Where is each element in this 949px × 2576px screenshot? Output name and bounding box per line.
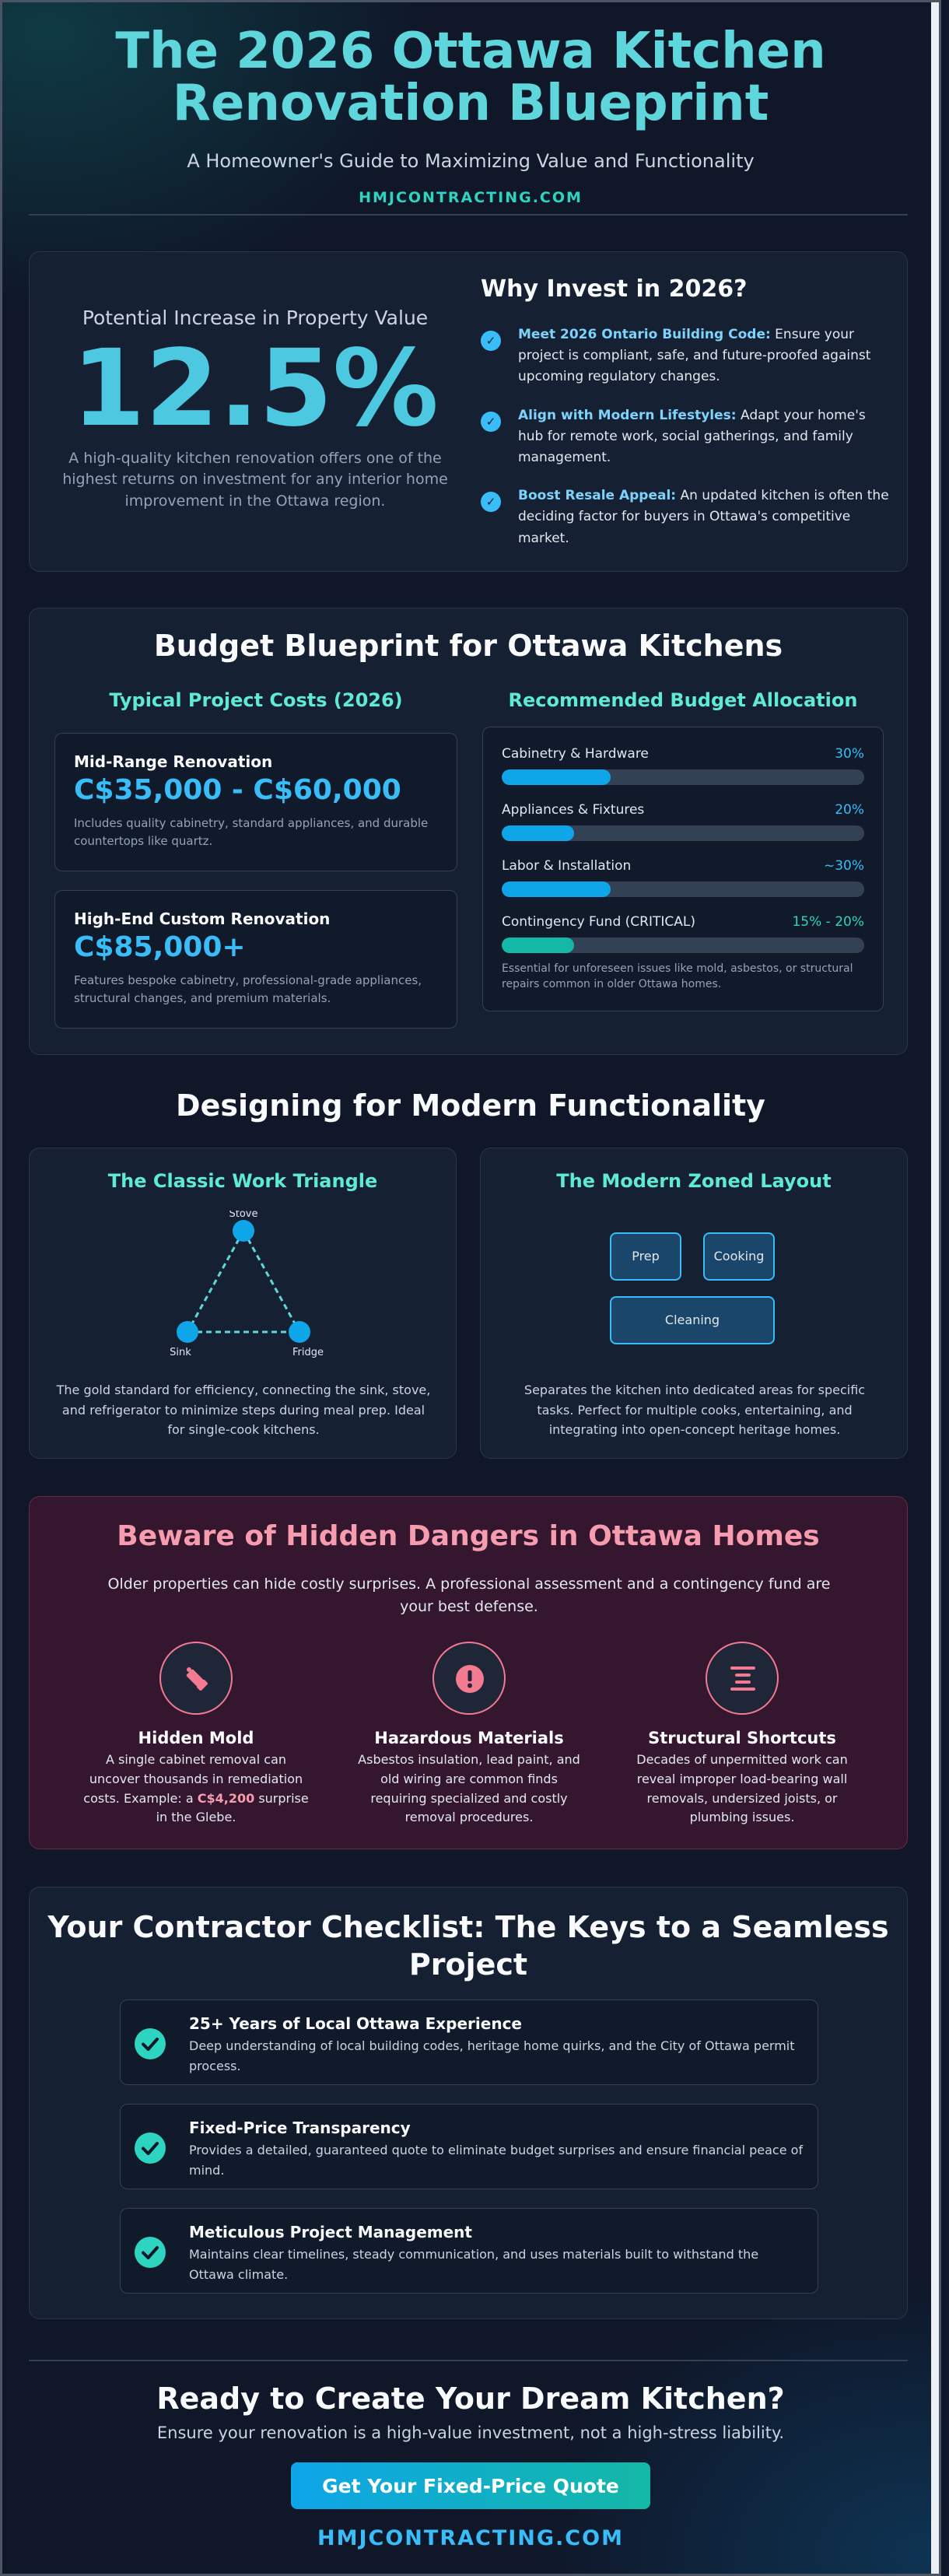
allocation-fill bbox=[502, 825, 574, 841]
allocation-name: Labor & Installation bbox=[502, 858, 632, 874]
why-item-lead: Align with Modern Lifestyles: bbox=[518, 407, 737, 423]
header-divider bbox=[29, 214, 908, 216]
value-description: A high-quality kitchen renovation offers one of the highest returns on investment for any interior home improvement in the Ottawa region. bbox=[62, 449, 448, 510]
zoned-layout-card bbox=[480, 1148, 908, 1459]
footer-title: Ready to Create Your Dream Kitchen? bbox=[156, 2381, 785, 2416]
checklist-title-line-2: Project bbox=[408, 1947, 528, 1982]
work-triangle-card bbox=[29, 1148, 457, 1459]
danger-cost-highlight: C$4,200 bbox=[197, 1790, 255, 1806]
allocation-percent: 30% bbox=[835, 746, 864, 762]
allocation-fill bbox=[502, 938, 574, 953]
allocation-percent: ~30% bbox=[823, 858, 864, 874]
triangle-edge bbox=[243, 1231, 299, 1332]
danger-structural-shortcuts bbox=[625, 1642, 859, 1828]
checklist-item-title: Fixed-Price Transparency bbox=[189, 2119, 411, 2137]
danger-description: Asbestos insulation, lead paint, and old wiring are common finds requiring specialized and costly removal procedures. bbox=[358, 1752, 580, 1825]
value-section bbox=[29, 251, 908, 572]
stove-label: Stove bbox=[229, 1211, 258, 1220]
work-triangle-diagram bbox=[146, 1211, 341, 1366]
structure-icon bbox=[706, 1642, 779, 1715]
cleaning-zone: Cleaning bbox=[610, 1296, 775, 1344]
danger-name: Hazardous Materials bbox=[374, 1729, 564, 1747]
footer-divider bbox=[29, 2360, 908, 2361]
why-item bbox=[481, 324, 893, 388]
dangers-intro: Older properties can hide costly surprises. A professional assessment and a contingency fund are your best defense. bbox=[107, 1575, 831, 1616]
value-figure: 12.5% bbox=[72, 328, 439, 450]
check-icon: ✓ bbox=[481, 331, 501, 351]
allocation-note: Essential for unforeseen issues like mold, asbestos, or structural repairs common in older Ottawa homes. bbox=[502, 962, 853, 991]
allocation-track bbox=[502, 769, 864, 785]
cost-name: High-End Custom Renovation bbox=[74, 909, 331, 928]
danger-text: A single cabinet removal can uncover thousands in remediation costs. Example: a bbox=[83, 1752, 303, 1806]
allocation-fill bbox=[502, 769, 611, 785]
budget-section bbox=[29, 608, 908, 1055]
cost-name: Mid-Range Renovation bbox=[74, 752, 273, 771]
cost-price: C$85,000+ bbox=[74, 931, 246, 963]
checklist-item-description: Maintains clear timelines, steady communication, and uses materials built to withstand the Ottawa climate. bbox=[189, 2247, 759, 2282]
get-quote-button[interactable]: Get Your Fixed-Price Quote bbox=[291, 2462, 650, 2509]
value-stat bbox=[45, 307, 465, 512]
why-item-text: Adapt your home's hub for remote work, social gatherings, and family management. bbox=[518, 407, 866, 465]
cooking-zone: Cooking bbox=[703, 1232, 775, 1281]
check-icon bbox=[135, 2028, 166, 2059]
check-icon bbox=[135, 2133, 166, 2164]
why-item bbox=[481, 405, 893, 469]
work-triangle-title: The Classic Work Triangle bbox=[107, 1170, 378, 1192]
budget-allocation bbox=[482, 727, 884, 1011]
footer-subtitle: Ensure your renovation is a high-value investment, not a high-stress liability. bbox=[156, 2424, 785, 2442]
page-subtitle: A Homeowner's Guide to Maximizing Value and Functionality bbox=[187, 150, 755, 173]
costs-title: Typical Project Costs (2026) bbox=[109, 689, 403, 711]
cost-price: C$35,000 - C$60,000 bbox=[74, 774, 401, 806]
allocation-name: Contingency Fund (CRITICAL) bbox=[502, 914, 695, 930]
sink-node bbox=[177, 1321, 198, 1343]
allocation-track bbox=[502, 825, 864, 841]
danger-hidden-mold bbox=[79, 1642, 313, 1828]
allocation-title: Recommended Budget Allocation bbox=[508, 689, 858, 711]
check-icon bbox=[135, 2237, 166, 2268]
header bbox=[2, 23, 939, 207]
mold-icon bbox=[159, 1642, 233, 1715]
cost-card-mid-range bbox=[54, 733, 457, 871]
checklist-item bbox=[120, 2208, 818, 2294]
cost-card-high-end bbox=[54, 890, 457, 1029]
checklist-item-description: Provides a detailed, guaranteed quote to eliminate budget surprises and ensure financial peace of mind. bbox=[189, 2143, 804, 2178]
footer bbox=[2, 2381, 939, 2550]
title-line-1: The 2026 Ottawa Kitchen bbox=[115, 23, 826, 80]
allocation-track bbox=[502, 938, 864, 953]
check-icon: ✓ bbox=[481, 412, 501, 432]
zoned-layout-title: The Modern Zoned Layout bbox=[556, 1170, 832, 1192]
fridge-label: Fridge bbox=[292, 1347, 324, 1358]
danger-name: Hidden Mold bbox=[138, 1729, 254, 1747]
sink-label: Sink bbox=[170, 1347, 191, 1358]
hazard-icon bbox=[432, 1642, 506, 1715]
danger-description: Decades of unpermitted work can reveal improper load-bearing wall removals, undersized joists, or plumbing issues. bbox=[636, 1752, 848, 1825]
checklist-item bbox=[120, 2104, 818, 2189]
danger-description bbox=[79, 1751, 313, 1828]
budget-title: Budget Blueprint for Ottawa Kitchens bbox=[153, 629, 783, 663]
checklist-item-description: Deep understanding of local building codes, heritage home quirks, and the City of Ottawa permit process. bbox=[189, 2038, 795, 2073]
header-site-link[interactable]: HMJCONTRACTING.COM bbox=[359, 189, 583, 207]
checklist-section bbox=[29, 1887, 908, 2319]
value-label: Potential Increase in Property Value bbox=[82, 307, 429, 329]
allocation-name: Appliances & Fixtures bbox=[502, 802, 645, 818]
why-invest bbox=[481, 275, 893, 566]
page-edge-strip bbox=[931, 2, 939, 2576]
allocation-name: Cabinetry & Hardware bbox=[502, 746, 649, 762]
danger-name: Structural Shortcuts bbox=[648, 1729, 836, 1747]
why-item-text: Ensure your project is compliant, safe, and future-proofed against upcoming regulatory changes. bbox=[518, 327, 871, 385]
checklist-title-line-1: Your Contractor Checklist: The Keys to a Seamless bbox=[47, 1910, 889, 1944]
title-line-2: Renovation Blueprint bbox=[172, 75, 769, 133]
danger-text: surprise in the Glebe. bbox=[156, 1790, 309, 1825]
stove-node bbox=[233, 1220, 254, 1242]
page-title bbox=[2, 23, 939, 133]
checklist-item-title: Meticulous Project Management bbox=[189, 2223, 472, 2241]
footer-site-link[interactable]: HMJCONTRACTING.COM bbox=[317, 2526, 624, 2550]
triangle-edge bbox=[187, 1231, 243, 1332]
dangers-title: Beware of Hidden Dangers in Ottawa Homes bbox=[117, 1520, 820, 1552]
cost-description: Features bespoke cabinetry, professional-grade appliances, structural changes, and premium materials. bbox=[74, 973, 422, 1006]
why-item-text: An updated kitchen is often the deciding factor for buyers in Ottawa's competitive market. bbox=[518, 488, 889, 546]
prep-zone: Prep bbox=[610, 1232, 681, 1281]
why-item bbox=[481, 485, 893, 549]
checklist-title bbox=[30, 1909, 907, 1983]
danger-hazardous-materials bbox=[352, 1642, 586, 1828]
why-item-lead: Meet 2026 Ontario Building Code: bbox=[518, 327, 771, 342]
cost-description: Includes quality cabinetry, standard appliances, and durable countertops like quartz. bbox=[74, 816, 429, 849]
allocation-track bbox=[502, 881, 864, 897]
checklist-item bbox=[120, 1999, 818, 2085]
fridge-node bbox=[289, 1321, 310, 1343]
allocation-fill bbox=[502, 881, 611, 897]
why-item-lead: Boost Resale Appeal: bbox=[518, 488, 677, 504]
checklist-item-title: 25+ Years of Local Ottawa Experience bbox=[189, 2014, 522, 2033]
allocation-percent: 15% - 20% bbox=[792, 914, 864, 930]
design-title: Designing for Modern Functionality bbox=[176, 1088, 765, 1123]
check-icon: ✓ bbox=[481, 492, 501, 512]
zoned-layout-caption: Separates the kitchen into dedicated areas for specific tasks. Perfect for multiple cooks, entertaining, and integrating into open-concept heritage homes. bbox=[524, 1383, 866, 1438]
allocation-percent: 20% bbox=[835, 802, 864, 818]
why-title: Why Invest in 2026? bbox=[481, 275, 748, 303]
work-triangle-caption: The gold standard for efficiency, connecting the sink, stove, and refrigerator to minimize steps during meal prep. Ideal for single-cook kitchens. bbox=[56, 1383, 431, 1438]
dangers-section bbox=[29, 1496, 908, 1849]
